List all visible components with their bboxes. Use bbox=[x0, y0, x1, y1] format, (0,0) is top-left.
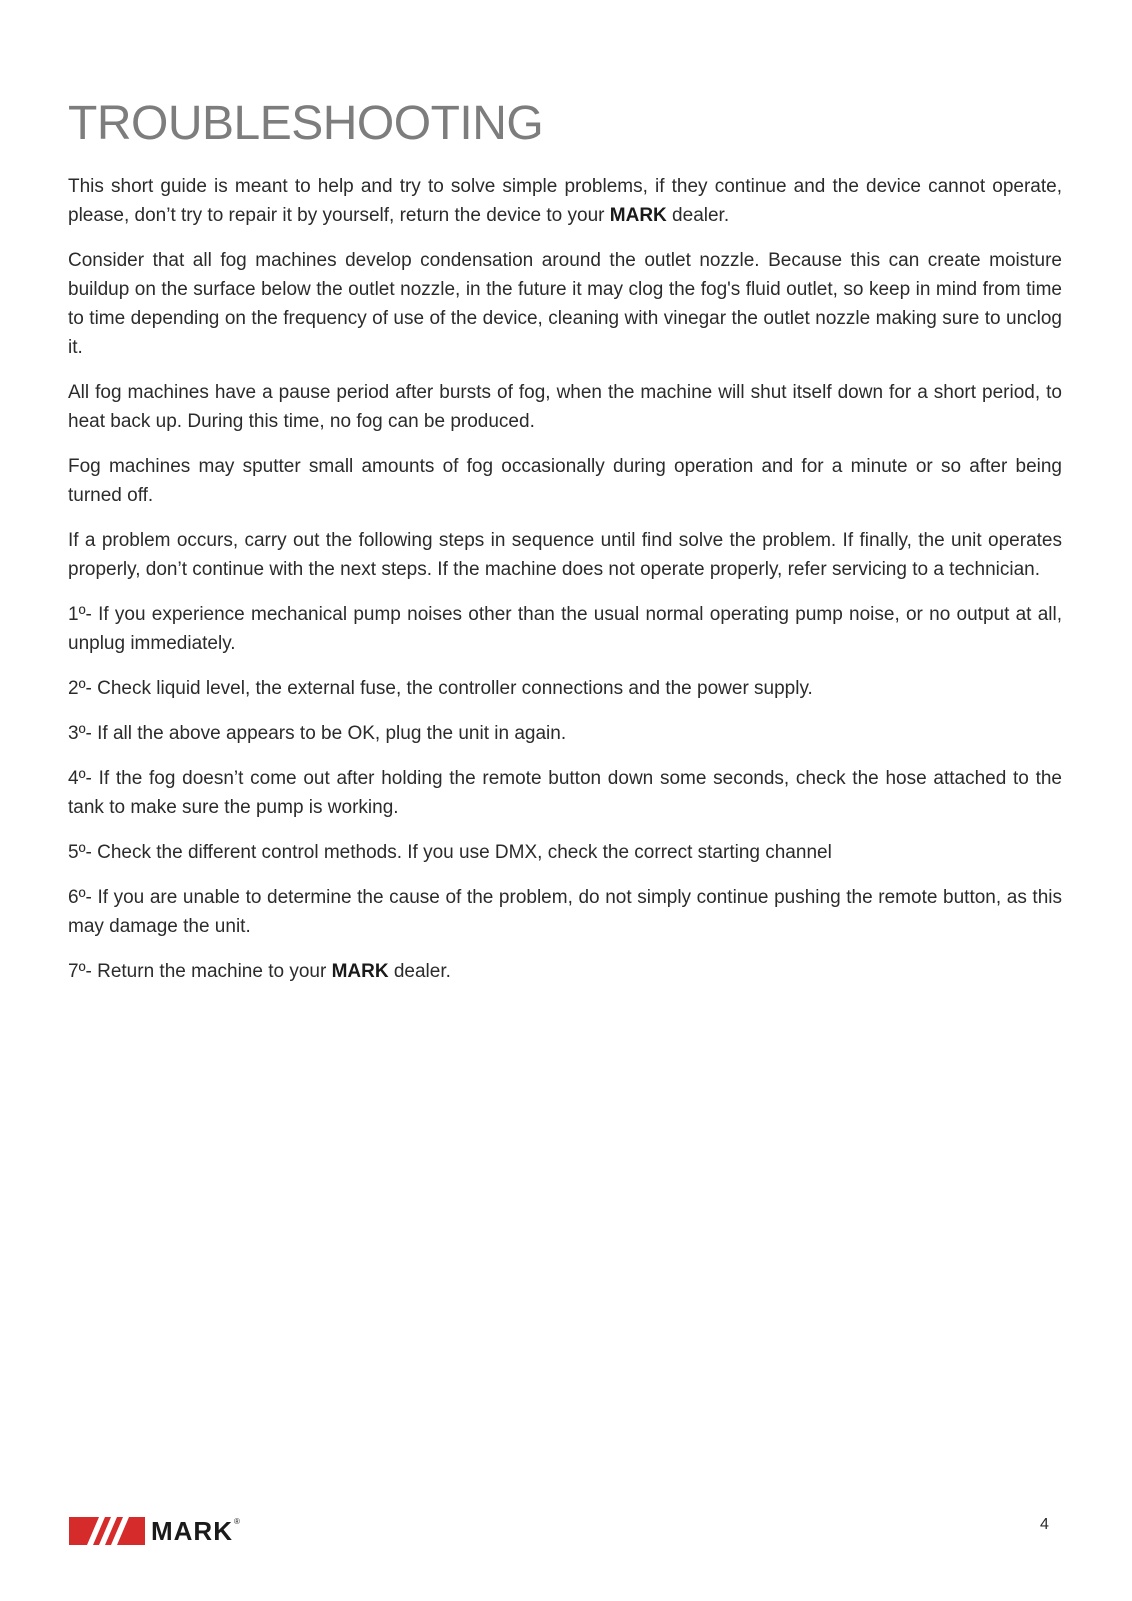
mark-logo bbox=[69, 1513, 240, 1549]
step-2: 2º- Check liquid level, the external fuse, the controller connections and the power supply. bbox=[68, 678, 813, 699]
step-5: 5º- Check the different control methods. If you use DMX, check the correct starting channel bbox=[68, 842, 832, 863]
intro-text-end: dealer. bbox=[666, 205, 730, 226]
intro-text: This short guide is meant to help and try to solve simple problems, if they continue and the device cannot operate, please, don’t try to repair it by yourself, return the device to your bbox=[68, 176, 1062, 226]
step-7-text: 7º- Return the machine to your bbox=[68, 961, 332, 982]
sputter-paragraph: Fog machines may sputter small amounts of fog occasionally during operation and for a minute or so after being turned off. bbox=[68, 456, 1062, 506]
step-3: 3º- If all the above appears to be OK, plug the unit in again. bbox=[68, 723, 567, 744]
intro-paragraph bbox=[68, 172, 1062, 230]
registered-mark: ® bbox=[234, 1517, 240, 1526]
condensation-paragraph: Consider that all fog machines develop condensation around the outlet nozzle. Because this can create moisture buildup on the surface below the outlet nozzle, in the future it may clog the fog's fluid outlet, so keep in mind from time to time depending on the frequency of use of the device, cleaning with vinegar the outlet nozzle making sure to unclog it. bbox=[68, 250, 1062, 358]
pause-period-paragraph: All fog machines have a pause period after bursts of fog, when the machine will shut itself down for a short period, to heat back up. During this time, no fog can be produced. bbox=[68, 382, 1062, 432]
procedure-paragraph: If a problem occurs, carry out the following steps in sequence until find solve the problem. If finally, the unit operates properly, don’t continue with the next steps. If the machine does not operate properly, refer servicing to a technician. bbox=[68, 530, 1062, 580]
page-title: TROUBLESHOOTING bbox=[68, 97, 544, 150]
brand-name: MARK bbox=[331, 961, 389, 982]
logo-wordmark: MARK bbox=[151, 1516, 233, 1546]
step-7 bbox=[68, 957, 1062, 986]
brand-name: MARK bbox=[609, 205, 667, 226]
document-body bbox=[68, 172, 1062, 1002]
page-number: 4 bbox=[1040, 1516, 1049, 1533]
step-1: 1º- If you experience mechanical pump noises other than the usual normal operating pump noise, or no output at all, unplug immediately. bbox=[68, 604, 1062, 654]
step-4: 4º- If the fog doesn’t come out after holding the remote button down some seconds, check the hose attached to the tank to make sure the pump is working. bbox=[68, 768, 1062, 818]
mark-logo-icon bbox=[69, 1517, 145, 1545]
step-7-text-end: dealer. bbox=[388, 961, 451, 982]
step-6: 6º- If you are unable to determine the cause of the problem, do not simply continue pushing the remote button, as this may damage the unit. bbox=[68, 887, 1062, 937]
